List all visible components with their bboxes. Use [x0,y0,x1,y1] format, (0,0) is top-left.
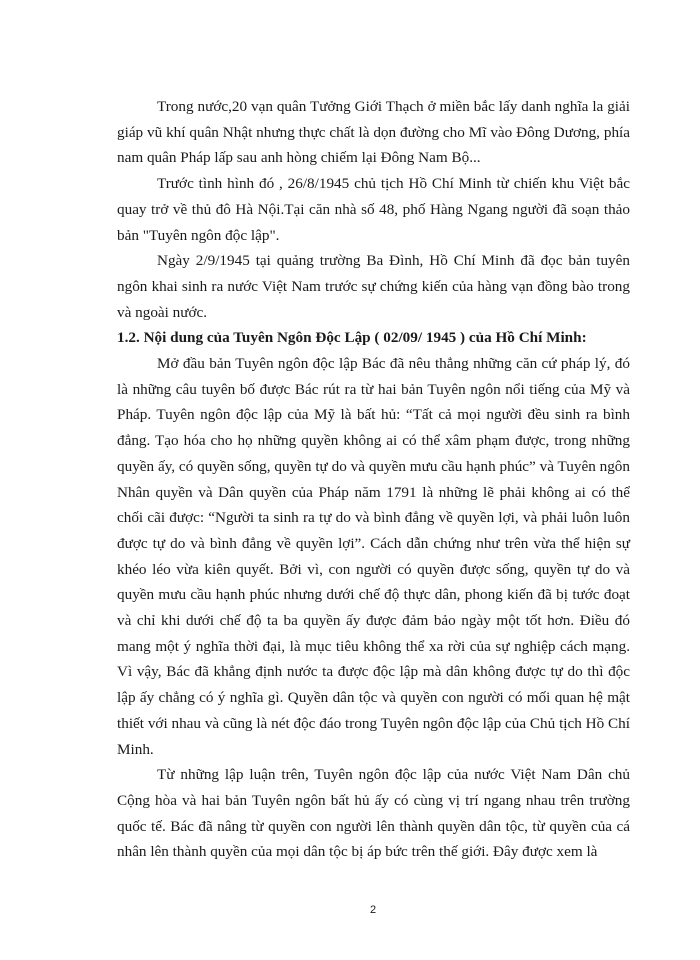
page-number: 2 [369,904,377,916]
paragraph-4: Mở đầu bản Tuyên ngôn độc lập Bác đã nêu thẳng những căn cứ pháp lý, đó là những câu tuyên bố được Bác rút ra từ hai bản Tuyên ngôn nổi tiếng của Mỹ và Pháp. Tuyên ngôn độc lập của Mỹ là bất hủ: “Tất cả mọi người đều sinh ra bình đẳng. Tạo hóa cho họ những quyền không ai có thể xâm phạm được, trong những quyền ấy, có quyền sống, quyền tự do và quyền mưu cầu hạnh phúc” và Tuyên ngôn Nhân quyền và Dân quyền của Pháp năm 1791 là những lẽ phải không ai có thể chối cãi được: “Người ta sinh ra tự do và bình đẳng về quyền lợi, và phải luôn luôn được tự do và bình đẳng về quyền lợi”. Cách dẫn chứng như trên vừa thể hiện sự khéo léo vừa kiên quyết. Bởi vì, con người có quyền được sống, quyền tự do và quyền mưu cầu hạnh phúc nhưng dưới chế độ thực dân, phong kiến đã bị tước đoạt và chỉ khi dưới chế độ ta ba quyền ấy được đảm bảo ngày một tốt hơn. Điều đó mang một ý nghĩa thời đại, là mục tiêu không thể xa rời của sự nghiệp cách mạng. Vì vậy, Bác đã khẳng định nước ta được độc lập mà dân không được tự do thì độc lập ấy chẳng có ý nghĩa gì. Quyền dân tộc và quyền con người có mối quan hệ mật thiết với nhau và cũng là nét độc đáo trong Tuyên ngôn độc lập của Chủ tịch Hồ Chí Minh. [117,355,630,758]
section-heading: 1.2. Nội dung của Tuyên Ngôn Độc Lập ( 02/09/ 1945 ) của Hồ Chí Minh: [117,329,587,347]
paragraph-5: Từ những lập luận trên, Tuyên ngôn độc lập của nước Việt Nam Dân chủ Cộng hòa và hai bản Tuyên ngôn bất hủ ấy có cùng vị trí ngang nhau trên trường quốc tế. Bác đã nâng từ quyền con người lên thành quyền dân tộc, từ quyền của cá nhân lên thành quyền của mọi dân tộc bị áp bức trên thế giới. Đây được xem là [117,766,630,861]
paragraph-1: Trong nước,20 vạn quân Tưởng Giới Thạch ở miền bắc lấy danh nghĩa la giải giáp vũ khí quân Nhật nhưng thực chất là dọn đường cho Mĩ vào Đông Dương, phía nam quân Pháp lấp sau anh hòng chiếm lại Đông Nam Bộ... [117,98,630,167]
paragraph-2: Trước tình hình đó , 26/8/1945 chủ tịch Hồ Chí Minh từ chiến khu Việt bắc quay trở về thủ đô Hà Nội.Tại căn nhà số 48, phố Hàng Ngang người đã soạn thảo bản "Tuyên ngôn độc lập". [117,175,630,244]
paragraph-3: Ngày 2/9/1945 tại quảng trường Ba Đình, Hồ Chí Minh đã đọc bản tuyên ngôn khai sinh ra nước Việt Nam trước sự chứng kiến của hàng vạn đồng bào trong và ngoài nước. [117,252,630,321]
document-body [117,94,630,865]
